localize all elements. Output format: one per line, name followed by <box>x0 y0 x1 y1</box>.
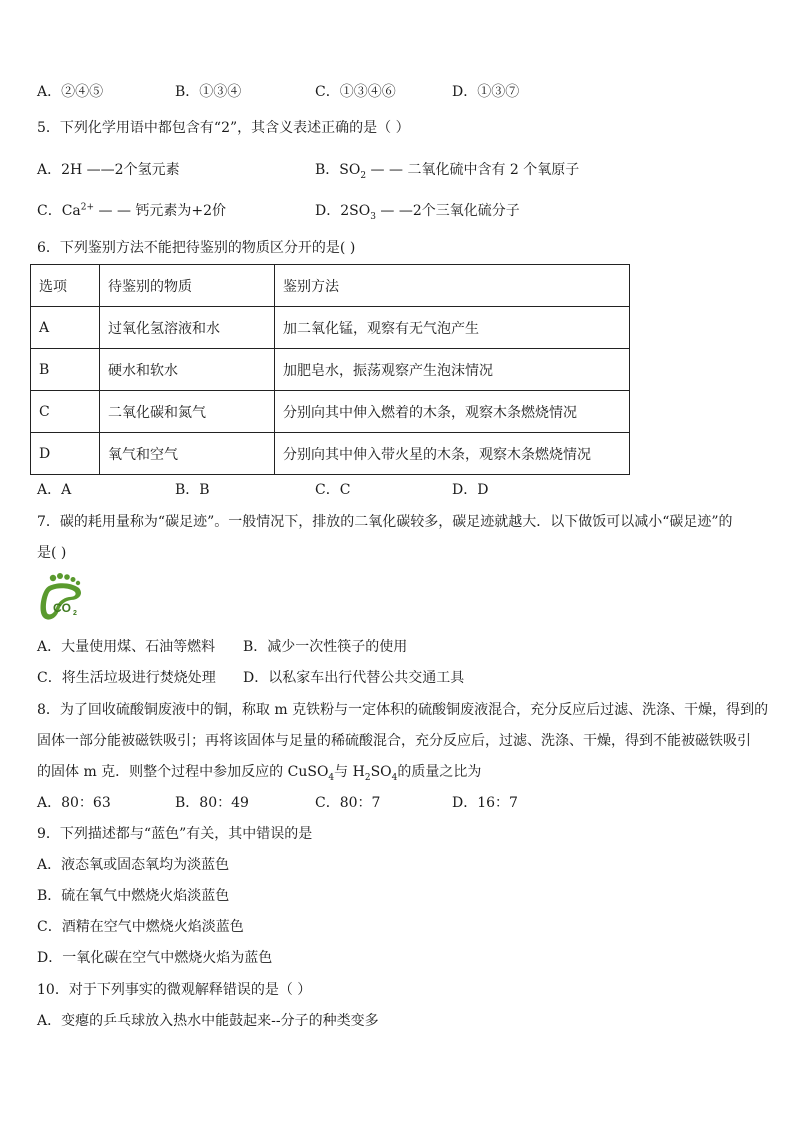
q8-stem-line3: 的固体 m 克．则整个过程中参加反应的 CuSO$_4$与 $H_2SO_4$的质量之比为 <box>37 764 482 783</box>
q8-option-b: B．80：49 <box>175 795 249 811</box>
table-row <box>31 433 630 475</box>
q5-option-c: C．$Ca^{2+}$ — — 钙元素为+2价 <box>37 202 227 219</box>
q9-option-b: B．硫在氧气中燃烧火焰淡蓝色 <box>37 888 230 904</box>
q7-option-b: B．减少一次性筷子的使用 <box>243 639 408 655</box>
q6-option-a: A．A <box>37 482 72 498</box>
q7-option-d: D．以私家车出行代替公共交通工具 <box>243 670 465 686</box>
q8-option-d: D．16：7 <box>452 795 518 811</box>
q4-option-b: B．①③④ <box>175 84 242 100</box>
table-row <box>31 307 630 349</box>
q6-stem: 6．下列鉴别方法不能把待鉴别的物质区分开的是( ) <box>37 240 356 256</box>
q4-option-c: C．①③④⑥ <box>315 84 396 100</box>
q9-option-d: D．一氧化碳在空气中燃烧火焰为蓝色 <box>37 950 273 966</box>
q8-option-a: A．80：63 <box>37 795 111 811</box>
table-cell: 过氧化氢溶液和水 <box>100 307 275 349</box>
q5-option-d: D．$2SO_3$ — —2个三氧化硫分子 <box>315 203 520 222</box>
q4-option-a: A．②④⑤ <box>37 84 104 100</box>
table-cell: A <box>31 307 100 349</box>
table-cell: C <box>31 391 100 433</box>
table-header-row <box>31 265 630 307</box>
q7-option-c: C．将生活垃圾进行焚烧处理 <box>37 670 216 686</box>
table-cell: 分别向其中伸入带火星的木条，观察木条燃烧情况 <box>275 433 630 475</box>
q9-stem: 9．下列描述都与“蓝色”有关，其中错误的是 <box>37 826 313 842</box>
q5-option-a: A．2H ——2个氢元素 <box>37 162 180 178</box>
table-header-cell: 选项 <box>31 265 100 307</box>
carbon-footprint-logo-icon <box>37 572 89 624</box>
q6-option-d: D．D <box>452 482 489 498</box>
table-cell: D <box>31 433 100 475</box>
q7-option-a: A．大量使用煤、石油等燃料 <box>37 639 216 655</box>
table-cell: 硬水和软水 <box>100 349 275 391</box>
q7-stem-line2: 是( ) <box>37 545 67 561</box>
q4-option-d: D．①③⑦ <box>452 84 520 100</box>
table-header-cell: 待鉴别的物质 <box>100 265 275 307</box>
q5-stem: 5．下列化学用语中都包含有“2”，其含义表述正确的是（ ） <box>37 120 410 136</box>
table-cell: 加二氧化锰，观察有无气泡产生 <box>275 307 630 349</box>
table-cell: 氧气和空气 <box>100 433 275 475</box>
table-header-cell: 鉴别方法 <box>275 265 630 307</box>
q9-option-a: A．液态氧或固态氧均为淡蓝色 <box>37 857 230 873</box>
svg-text:CO: CO <box>53 601 71 615</box>
q10-option-a: A．变瘪的乒乓球放入热水中能鼓起来--分子的种类变多 <box>37 1013 379 1029</box>
table-row <box>31 349 630 391</box>
table-cell: 二氧化碳和氮气 <box>100 391 275 433</box>
q8-stem-line1: 8．为了回收硫酸铜废液中的铜，称取 m 克铁粉与一定体积的硫酸铜废液混合，充分反应后过滤、洗涤、干燥，得到的 <box>37 702 769 718</box>
q6-table <box>30 264 630 475</box>
q8-stem-line2: 固体一部分能被磁铁吸引；再将该固体与足量的稀硫酸混合，充分反应后，过滤、洗涤、干燥，得到不能被磁铁吸引 <box>37 733 751 749</box>
table-cell: B <box>31 349 100 391</box>
table-cell: 加肥皂水，振荡观察产生泡沫情况 <box>275 349 630 391</box>
q8-option-c: C．80：7 <box>315 795 381 811</box>
q10-stem: 10．对于下列事实的微观解释错误的是（ ） <box>37 982 312 998</box>
table-row <box>31 391 630 433</box>
q6-option-c: C．C <box>315 482 351 498</box>
svg-text:2: 2 <box>73 610 77 617</box>
q5-option-b: B．$SO_2$ — — 二氧化硫中含有 2 个氧原子 <box>315 162 580 181</box>
q6-option-b: B．B <box>175 482 210 498</box>
table-cell: 分别向其中伸入燃着的木条，观察木条燃烧情况 <box>275 391 630 433</box>
q9-option-c: C．酒精在空气中燃烧火焰淡蓝色 <box>37 919 244 935</box>
q7-stem-line1: 7．碳的耗用量称为“碳足迹”。一般情况下，排放的二氧化碳较多，碳足迹就越大．以下做饭可以减小“碳足迹”的 <box>37 514 733 530</box>
